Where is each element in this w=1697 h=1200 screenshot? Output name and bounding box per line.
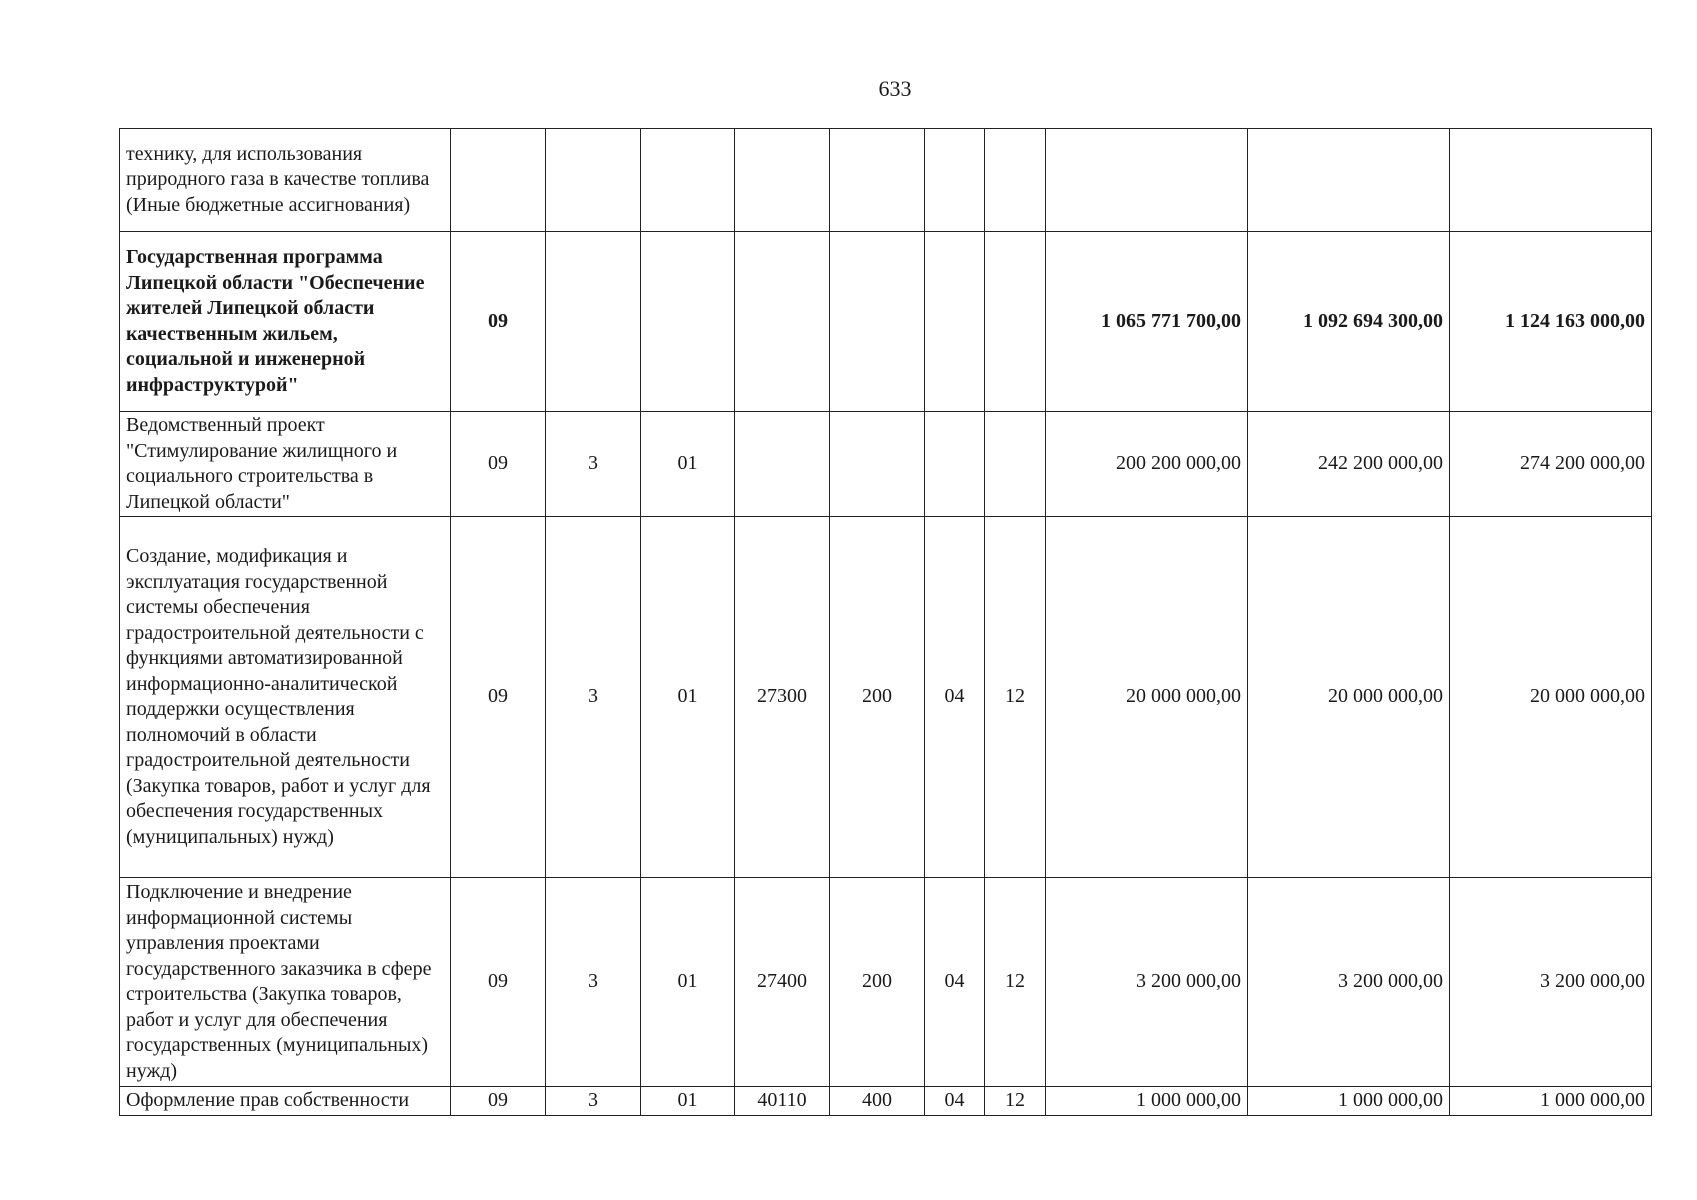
pp-code-cell: 3 <box>546 1087 641 1116</box>
section-code-cell: 04 <box>925 878 985 1087</box>
amount-cell: 1 000 000,00 <box>1450 1087 1652 1116</box>
amount-cell: 200 200 000,00 <box>1046 412 1248 517</box>
table-row <box>120 412 1652 517</box>
row-name-cell: Создание, модификация и эксплуатация государственной системы обеспечения градостроительной деятельности с функциями автоматизированной информационно-аналитической поддержки осуществления полномочий в области градостроительной деятельности (Закупка товаров, работ и услуг для обеспечения государственных (муниципальных) нужд) <box>120 517 451 878</box>
subsection-code-cell <box>985 232 1046 412</box>
subsection-code-cell <box>985 412 1046 517</box>
table-row <box>120 517 1652 878</box>
gp-code-cell: 09 <box>451 232 546 412</box>
direction-code-cell <box>735 232 830 412</box>
amount-cell: 1 065 771 700,00 <box>1046 232 1248 412</box>
section-code-cell <box>925 412 985 517</box>
expense-type-cell: 200 <box>830 517 925 878</box>
subsection-code-cell: 12 <box>985 878 1046 1087</box>
direction-code-cell: 40110 <box>735 1087 830 1116</box>
row-name-cell: технику, для использования природного газа в качестве топлива (Иные бюджетные ассигнования) <box>120 129 451 232</box>
amount-cell: 1 000 000,00 <box>1046 1087 1248 1116</box>
direction-code-cell <box>735 412 830 517</box>
direction-code-cell: 27400 <box>735 878 830 1087</box>
amount-cell: 3 200 000,00 <box>1046 878 1248 1087</box>
row-name-cell: Ведомственный проект "Стимулирование жилищного и социального строительства в Липецкой области" <box>120 412 451 517</box>
amount-cell <box>1046 129 1248 232</box>
expense-type-cell: 200 <box>830 878 925 1087</box>
gp-code-cell: 09 <box>451 412 546 517</box>
section-code-cell <box>925 129 985 232</box>
amount-cell: 3 200 000,00 <box>1248 878 1450 1087</box>
expense-type-cell <box>830 232 925 412</box>
pp-code-cell: 3 <box>546 517 641 878</box>
amount-cell: 242 200 000,00 <box>1248 412 1450 517</box>
gp-code-cell: 09 <box>451 517 546 878</box>
row-name-cell: Государственная программа Липецкой области "Обеспечение жителей Липецкой области качественным жильем, социальной и инженерной инфраструктурой" <box>120 232 451 412</box>
om-code-cell: 01 <box>641 517 735 878</box>
expense-type-cell <box>830 129 925 232</box>
direction-code-cell: 27300 <box>735 517 830 878</box>
gp-code-cell: 09 <box>451 1087 546 1116</box>
pp-code-cell <box>546 129 641 232</box>
table-row <box>120 129 1652 232</box>
om-code-cell: 01 <box>641 878 735 1087</box>
pp-code-cell: 3 <box>546 878 641 1087</box>
om-code-cell <box>641 232 735 412</box>
amount-cell: 20 000 000,00 <box>1248 517 1450 878</box>
table-row <box>120 232 1652 412</box>
budget-table <box>119 128 1652 1116</box>
section-code-cell <box>925 232 985 412</box>
expense-type-cell <box>830 412 925 517</box>
amount-cell: 1 092 694 300,00 <box>1248 232 1450 412</box>
subsection-code-cell: 12 <box>985 517 1046 878</box>
gp-code-cell: 09 <box>451 878 546 1087</box>
amount-cell: 3 200 000,00 <box>1450 878 1652 1087</box>
amount-cell: 274 200 000,00 <box>1450 412 1652 517</box>
direction-code-cell <box>735 129 830 232</box>
om-code-cell: 01 <box>641 412 735 517</box>
amount-cell: 20 000 000,00 <box>1450 517 1652 878</box>
pp-code-cell: 3 <box>546 412 641 517</box>
om-code-cell: 01 <box>641 1087 735 1116</box>
row-name-cell: Подключение и внедрение информационной системы управления проектами государственного заказчика в сфере строительства (Закупка товаров, работ и услуг для обеспечения государственных (муниципальных) нужд) <box>120 878 451 1087</box>
expense-type-cell: 400 <box>830 1087 925 1116</box>
pp-code-cell <box>546 232 641 412</box>
table-row <box>120 878 1652 1087</box>
section-code-cell: 04 <box>925 1087 985 1116</box>
amount-cell: 1 124 163 000,00 <box>1450 232 1652 412</box>
row-name-cell: Оформление прав собственности <box>120 1087 451 1116</box>
subsection-code-cell <box>985 129 1046 232</box>
om-code-cell <box>641 129 735 232</box>
amount-cell <box>1450 129 1652 232</box>
table-row <box>120 1087 1652 1116</box>
gp-code-cell <box>451 129 546 232</box>
amount-cell <box>1248 129 1450 232</box>
amount-cell: 1 000 000,00 <box>1248 1087 1450 1116</box>
subsection-code-cell: 12 <box>985 1087 1046 1116</box>
page-number: 633 <box>878 76 912 101</box>
amount-cell: 20 000 000,00 <box>1046 517 1248 878</box>
section-code-cell: 04 <box>925 517 985 878</box>
